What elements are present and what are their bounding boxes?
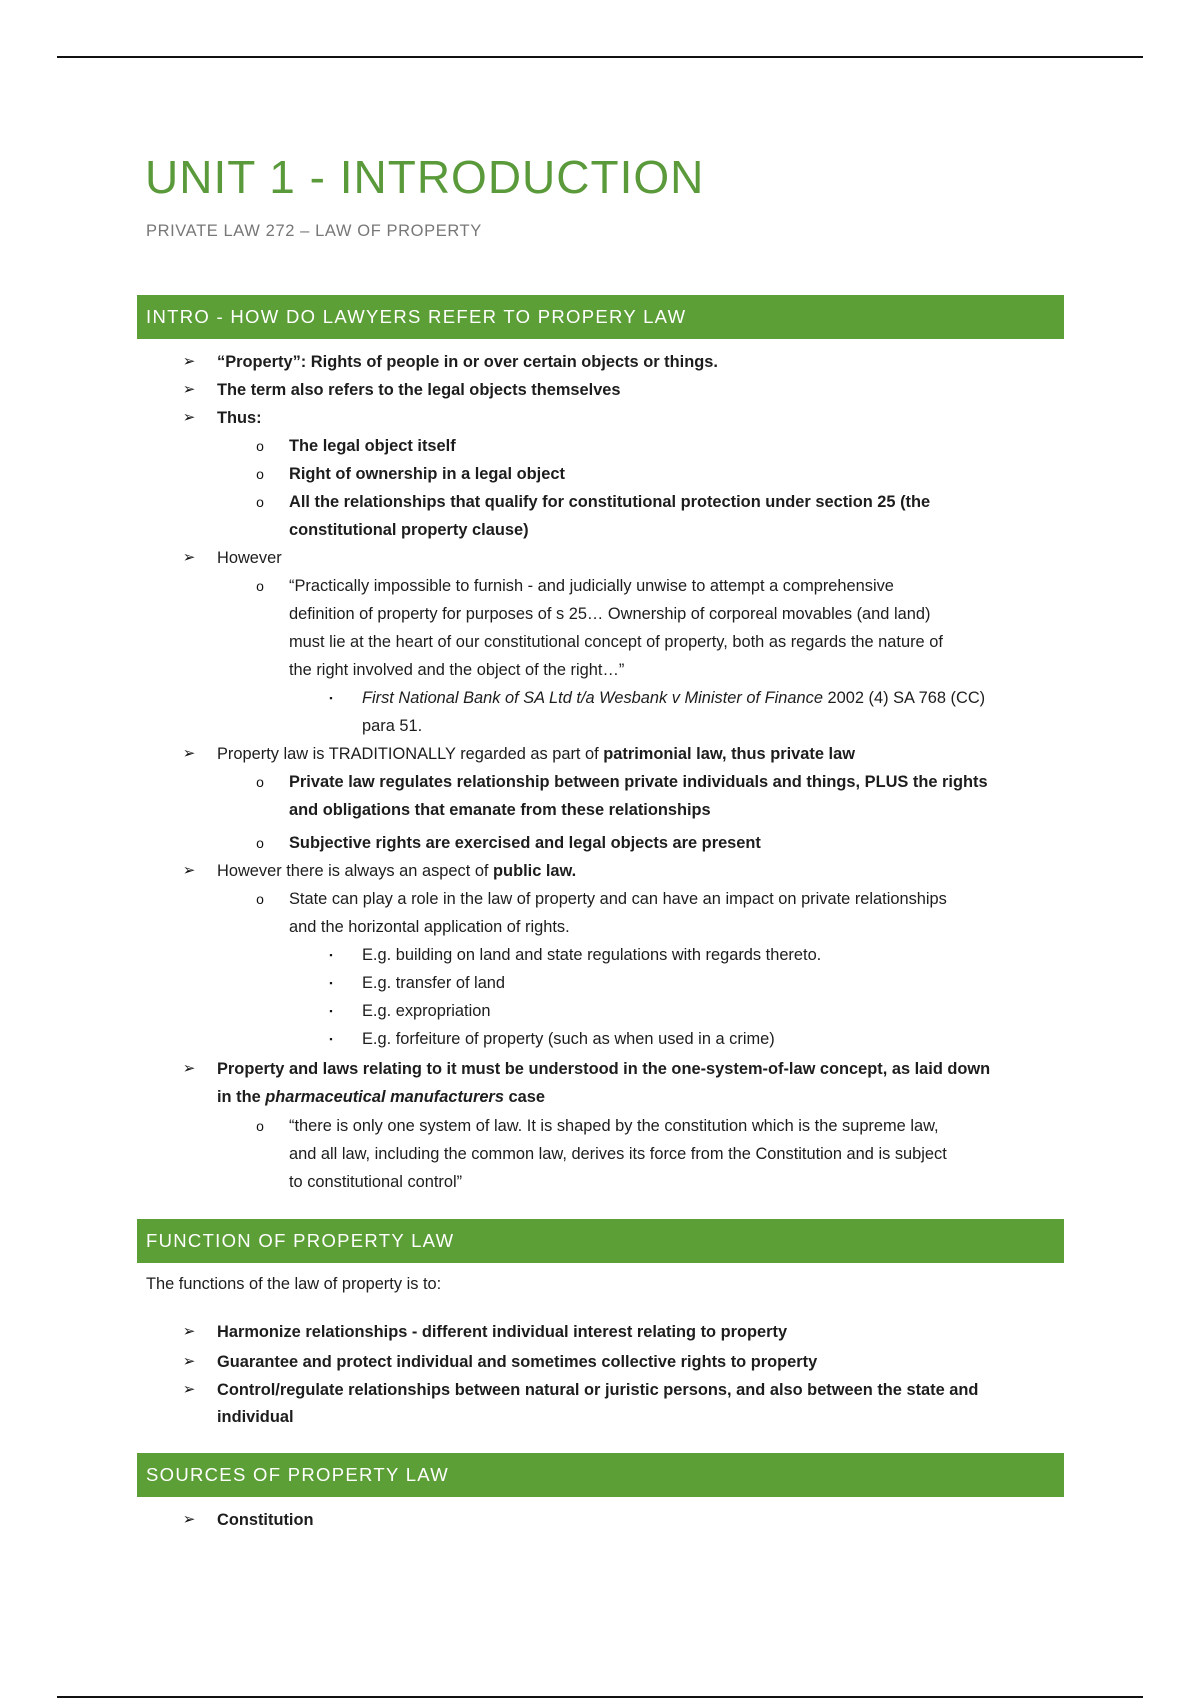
- list-item: “Property”: Rights of people in or over certain objects or things.: [217, 353, 718, 371]
- case-citation: [362, 684, 985, 712]
- quote-line: “Practically impossible to furnish - and judicially unwise to attempt a comprehensive: [289, 577, 894, 595]
- list-item: All the relationships that qualify for constitutional protection under section 25 (the: [289, 493, 931, 511]
- quote-line: the right involved and the object of the right…”: [289, 661, 625, 679]
- list-item: E.g. building on land and state regulations with regards thereto.: [362, 946, 822, 964]
- list-item: The term also refers to the legal objects themselves: [217, 381, 621, 399]
- circle-bullet-icon: o: [256, 835, 264, 851]
- arrow-bullet-icon: ➢: [182, 745, 196, 762]
- list-item: State can play a role in the law of property and can have an impact on private relationships: [289, 890, 947, 908]
- arrow-bullet-icon: ➢: [182, 409, 196, 426]
- section-heading-sources: SOURCES OF PROPERTY LAW: [137, 1453, 1064, 1497]
- square-bullet-icon: ▪: [329, 978, 333, 988]
- list-item: Harmonize relationships - different individual interest relating to property: [217, 1323, 788, 1341]
- page-title: UNIT 1 - INTRODUCTION: [145, 151, 705, 203]
- arrow-bullet-icon: ➢: [182, 1323, 196, 1340]
- arrow-bullet-icon: ➢: [182, 862, 196, 879]
- square-bullet-icon: ▪: [329, 693, 333, 703]
- text-run-bold: public law.: [493, 862, 577, 880]
- list-item: Private law regulates relationship between private individuals and things, PLUS the rights: [289, 773, 988, 791]
- list-item: However: [217, 549, 282, 567]
- square-bullet-icon: ▪: [329, 1006, 333, 1016]
- section-heading-function: FUNCTION OF PROPERTY LAW: [137, 1219, 1064, 1263]
- list-item: [217, 857, 576, 885]
- circle-bullet-icon: o: [256, 578, 264, 594]
- paragraph: The functions of the law of property is to:: [146, 1275, 442, 1293]
- circle-bullet-icon: o: [256, 438, 264, 454]
- circle-bullet-icon: o: [256, 494, 264, 510]
- list-item-continuation: individual: [217, 1408, 294, 1426]
- arrow-bullet-icon: ➢: [182, 1353, 196, 1370]
- case-paragraph: para 51.: [362, 717, 423, 735]
- circle-bullet-icon: o: [256, 466, 264, 482]
- list-item-continuation: constitutional property clause): [289, 521, 529, 539]
- text-run: Property law is TRADITIONALLY regarded as part of: [217, 745, 604, 763]
- list-item: Guarantee and protect individual and sometimes collective rights to property: [217, 1353, 818, 1371]
- list-item: Constitution: [217, 1511, 314, 1529]
- list-item: E.g. expropriation: [362, 1002, 491, 1020]
- list-item: Control/regulate relationships between natural or juristic persons, and also between the state and: [217, 1381, 979, 1399]
- list-item-continuation: [217, 1083, 545, 1111]
- list-item-continuation: and obligations that emanate from these relationships: [289, 801, 711, 819]
- list-item: E.g. forfeiture of property (such as when used in a crime): [362, 1030, 775, 1048]
- circle-bullet-icon: o: [256, 891, 264, 907]
- square-bullet-icon: ▪: [329, 1034, 333, 1044]
- quote-line: must lie at the heart of our constitutional concept of property, both as regards the nature of: [289, 633, 943, 651]
- arrow-bullet-icon: ➢: [182, 1511, 196, 1528]
- list-item: [217, 740, 855, 768]
- list-item: Subjective rights are exercised and legal objects are present: [289, 834, 761, 852]
- list-item-continuation: and the horizontal application of rights.: [289, 918, 570, 936]
- top-rule: [57, 56, 1143, 58]
- text-run-bold: patrimonial law, thus private law: [603, 745, 855, 763]
- text-run: in the: [217, 1088, 266, 1106]
- list-item: Right of ownership in a legal object: [289, 465, 565, 483]
- text-run-italic: pharmaceutical manufacturers: [265, 1088, 504, 1106]
- square-bullet-icon: ▪: [329, 950, 333, 960]
- text-run: However there is always an aspect of: [217, 862, 494, 880]
- case-name: First National Bank of SA Ltd t/a Wesbank v Minister of Finance: [362, 689, 823, 707]
- arrow-bullet-icon: ➢: [182, 1381, 196, 1398]
- section-heading-intro: INTRO - HOW DO LAWYERS REFER TO PROPERY LAW: [137, 295, 1064, 339]
- arrow-bullet-icon: ➢: [182, 549, 196, 566]
- list-item: The legal object itself: [289, 437, 456, 455]
- quote-line: and all law, including the common law, derives its force from the Constitution and is subject: [289, 1145, 947, 1163]
- arrow-bullet-icon: ➢: [182, 353, 196, 370]
- quote-line: definition of property for purposes of s 25… Ownership of corporeal movables (and land): [289, 605, 931, 623]
- list-item: E.g. transfer of land: [362, 974, 506, 992]
- bottom-rule: [57, 1696, 1143, 1698]
- quote-line: “there is only one system of law. It is shaped by the constitution which is the supreme law,: [289, 1117, 939, 1135]
- arrow-bullet-icon: ➢: [182, 381, 196, 398]
- circle-bullet-icon: o: [256, 774, 264, 790]
- case-cite: 2002 (4) SA 768 (CC): [822, 689, 986, 707]
- text-run: case: [503, 1088, 545, 1106]
- page-subtitle: PRIVATE LAW 272 – LAW OF PROPERTY: [146, 222, 482, 240]
- arrow-bullet-icon: ➢: [182, 1060, 196, 1077]
- circle-bullet-icon: o: [256, 1118, 264, 1134]
- list-item: Thus:: [217, 409, 262, 427]
- quote-line: to constitutional control”: [289, 1173, 463, 1191]
- list-item: Property and laws relating to it must be understood in the one-system-of-law concept, as laid down: [217, 1060, 991, 1078]
